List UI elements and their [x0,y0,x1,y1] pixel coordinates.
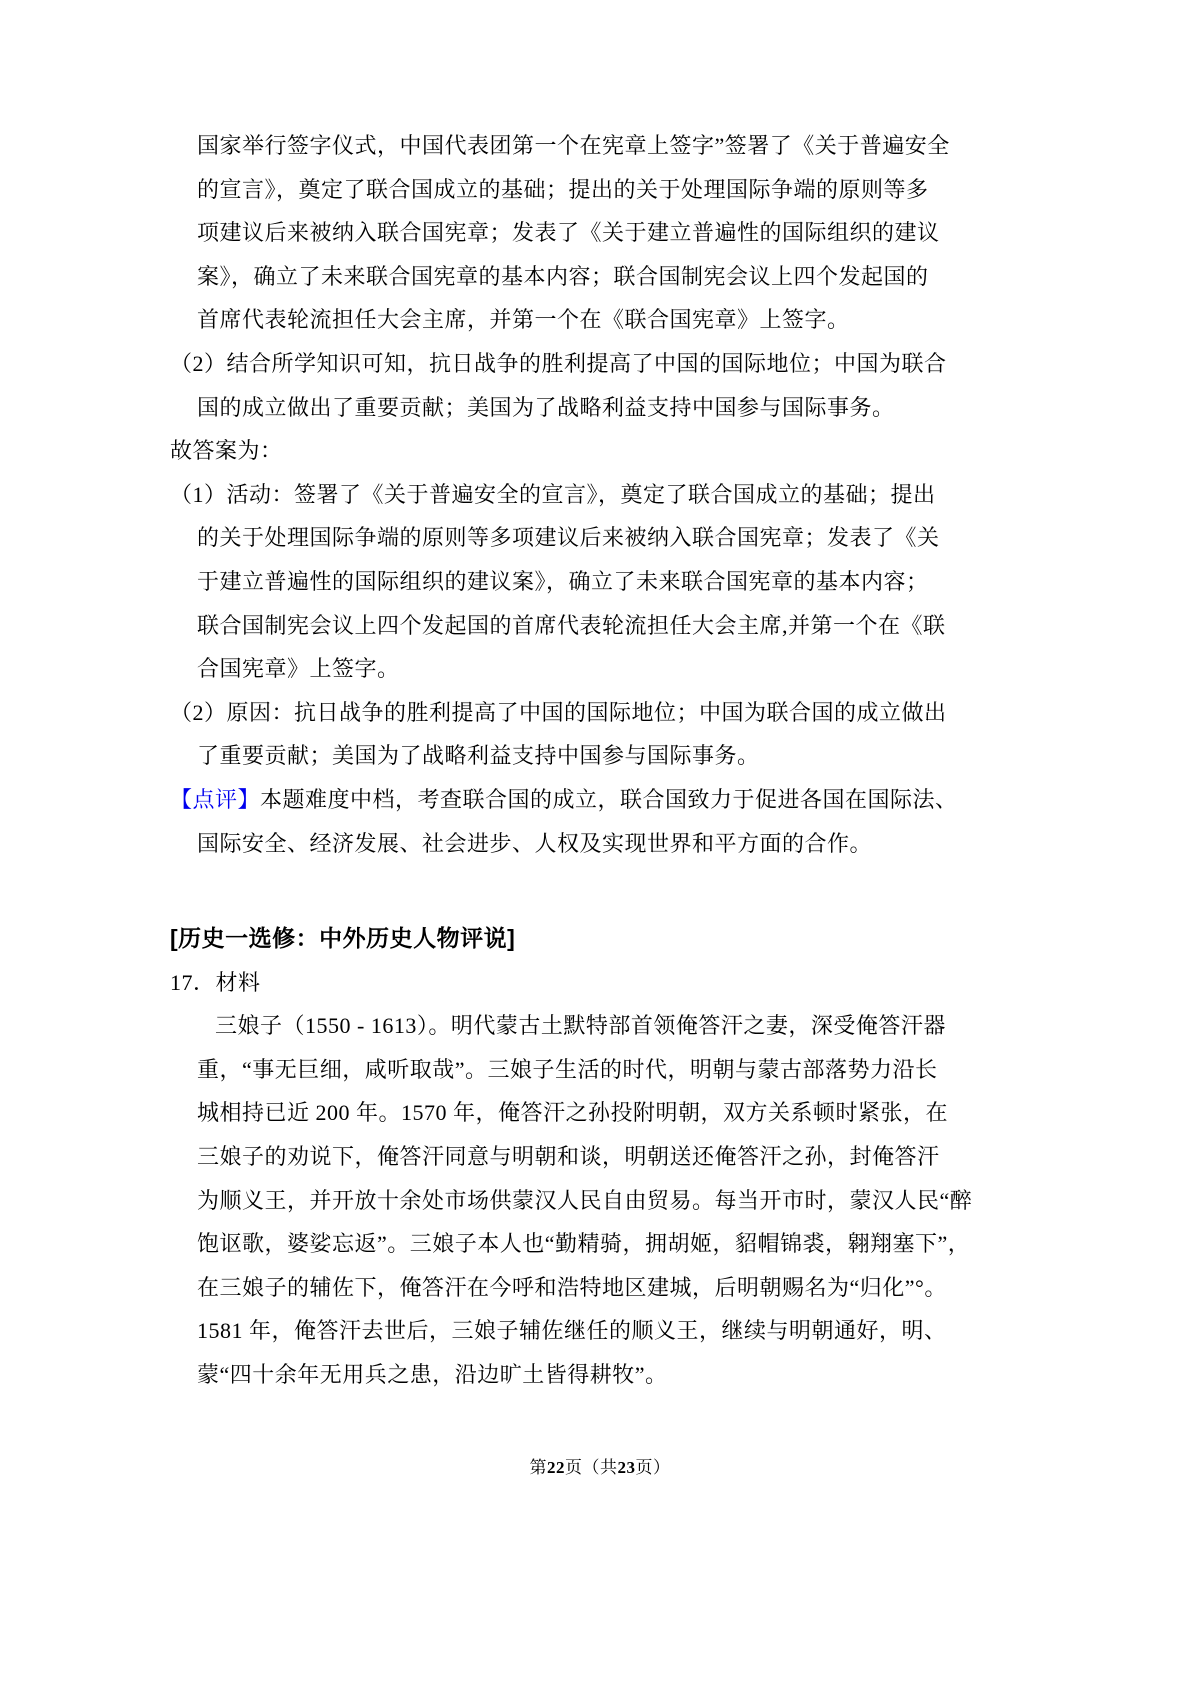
text-run: 本题难度中档，考查联合国的成立，联合国致力于促进各国在国际法、 [260,786,958,812]
text-line: 于建立普遍性的国际组织的建议案》，确立了未来联合国宪章的基本内容； [197,568,929,594]
text-line: 蒙“四十余年无用兵之患，沿边旷土皆得耕牧”。 [197,1362,668,1388]
text-line: 为顺义王，并开放十余处市场供蒙汉人民自由贸易。每当开市时，蒙汉人民“醉 [197,1187,973,1213]
text-line: 饱讴歌，婆娑忘返”。三娘子本人也“勤精骑，拥胡姬，貂帽锦裘，翱翔塞下”， [197,1231,971,1257]
footer-text: 第 [529,1457,547,1477]
text-line: 的宣言》，奠定了联合国成立的基础；提出的关于处理国际争端的原则等多 [197,176,929,202]
text-line: 案》，确立了未来联合国宪章的基本内容；联合国制宪会议上四个发起国的 [197,263,929,289]
footer-text: 页（共 [565,1457,618,1477]
text-line: 国家举行签字仪式，中国代表团第一个在宪章上签字”签署了《关于普遍安全 [197,133,950,158]
page-number: 22 [547,1457,565,1477]
text-line: 17．材料 [170,969,261,995]
text-line: 国际安全、经济发展、社会进步、人权及实现世界和平方面的合作。 [197,830,873,856]
text-line: 项建议后来被纳入联合国宪章；发表了《关于建立普遍性的国际组织的建议 [197,220,940,246]
text-line: 三娘子（1550 - 1613）。明代蒙古土默特部首领俺答汗之妻，深受俺答汗器 [215,1013,946,1039]
text-line: 的关于处理国际争端的原则等多项建议后来被纳入联合国宪章；发表了《关 [197,525,940,551]
text-line: 重，“事无巨细，咸听取哉”。三娘子生活的时代，明朝与蒙古部落势力沿长 [197,1056,938,1082]
text-line: （1）活动：签署了《关于普遍安全的宣言》，奠定了联合国成立的基础；提出 [170,481,936,507]
footer-text: 页） [635,1457,671,1477]
text-line: 联合国制宪会议上四个发起国的首席代表轮流担任大会主席,并第一个在《联 [197,612,946,638]
section-heading: [历史一选修：中外历史人物评说] [170,925,516,952]
text-line: 首席代表轮流担任大会主席，并第一个在《联合国宪章》上签字。 [197,307,850,333]
comment-label: 【点评】 [170,786,261,812]
text-line: 1581 年，俺答汗去世后，三娘子辅佐继任的顺义王，继续与明朝通好，明、 [197,1318,947,1344]
text-line: 三娘子的劝说下，俺答汗同意与明朝和谈，明朝送还俺答汗之孙，封俺答汗 [197,1144,940,1170]
text-line: 城相持已近 200 年。1570 年，俺答汗之孙投附明朝，双方关系顿时紧张，在 [197,1100,949,1126]
total-pages: 23 [617,1457,636,1477]
text-line [0,778,1200,822]
text-line: 了重要贡献；美国为了战略利益支持中国参与国际事务。 [197,743,760,769]
text-line: 国的成立做出了重要贡献；美国为了战略利益支持中国参与国际事务。 [197,394,895,420]
text-line: 合国宪章》上签字。 [197,656,400,682]
text-line: （2）结合所学知识可知，抗日战争的胜利提高了中国的国际地位；中国为联合 [170,350,947,376]
text-line: 故答案为： [170,438,283,464]
text-line: （2）原因：抗日战争的胜利提高了中国的国际地位；中国为联合国的成立做出 [170,699,947,725]
page-footer [0,1453,1200,1478]
text-line: 在三娘子的辅佐下，俺答汗在今呼和浩特地区建城，后明朝赐名为“归化”°。 [197,1274,947,1300]
